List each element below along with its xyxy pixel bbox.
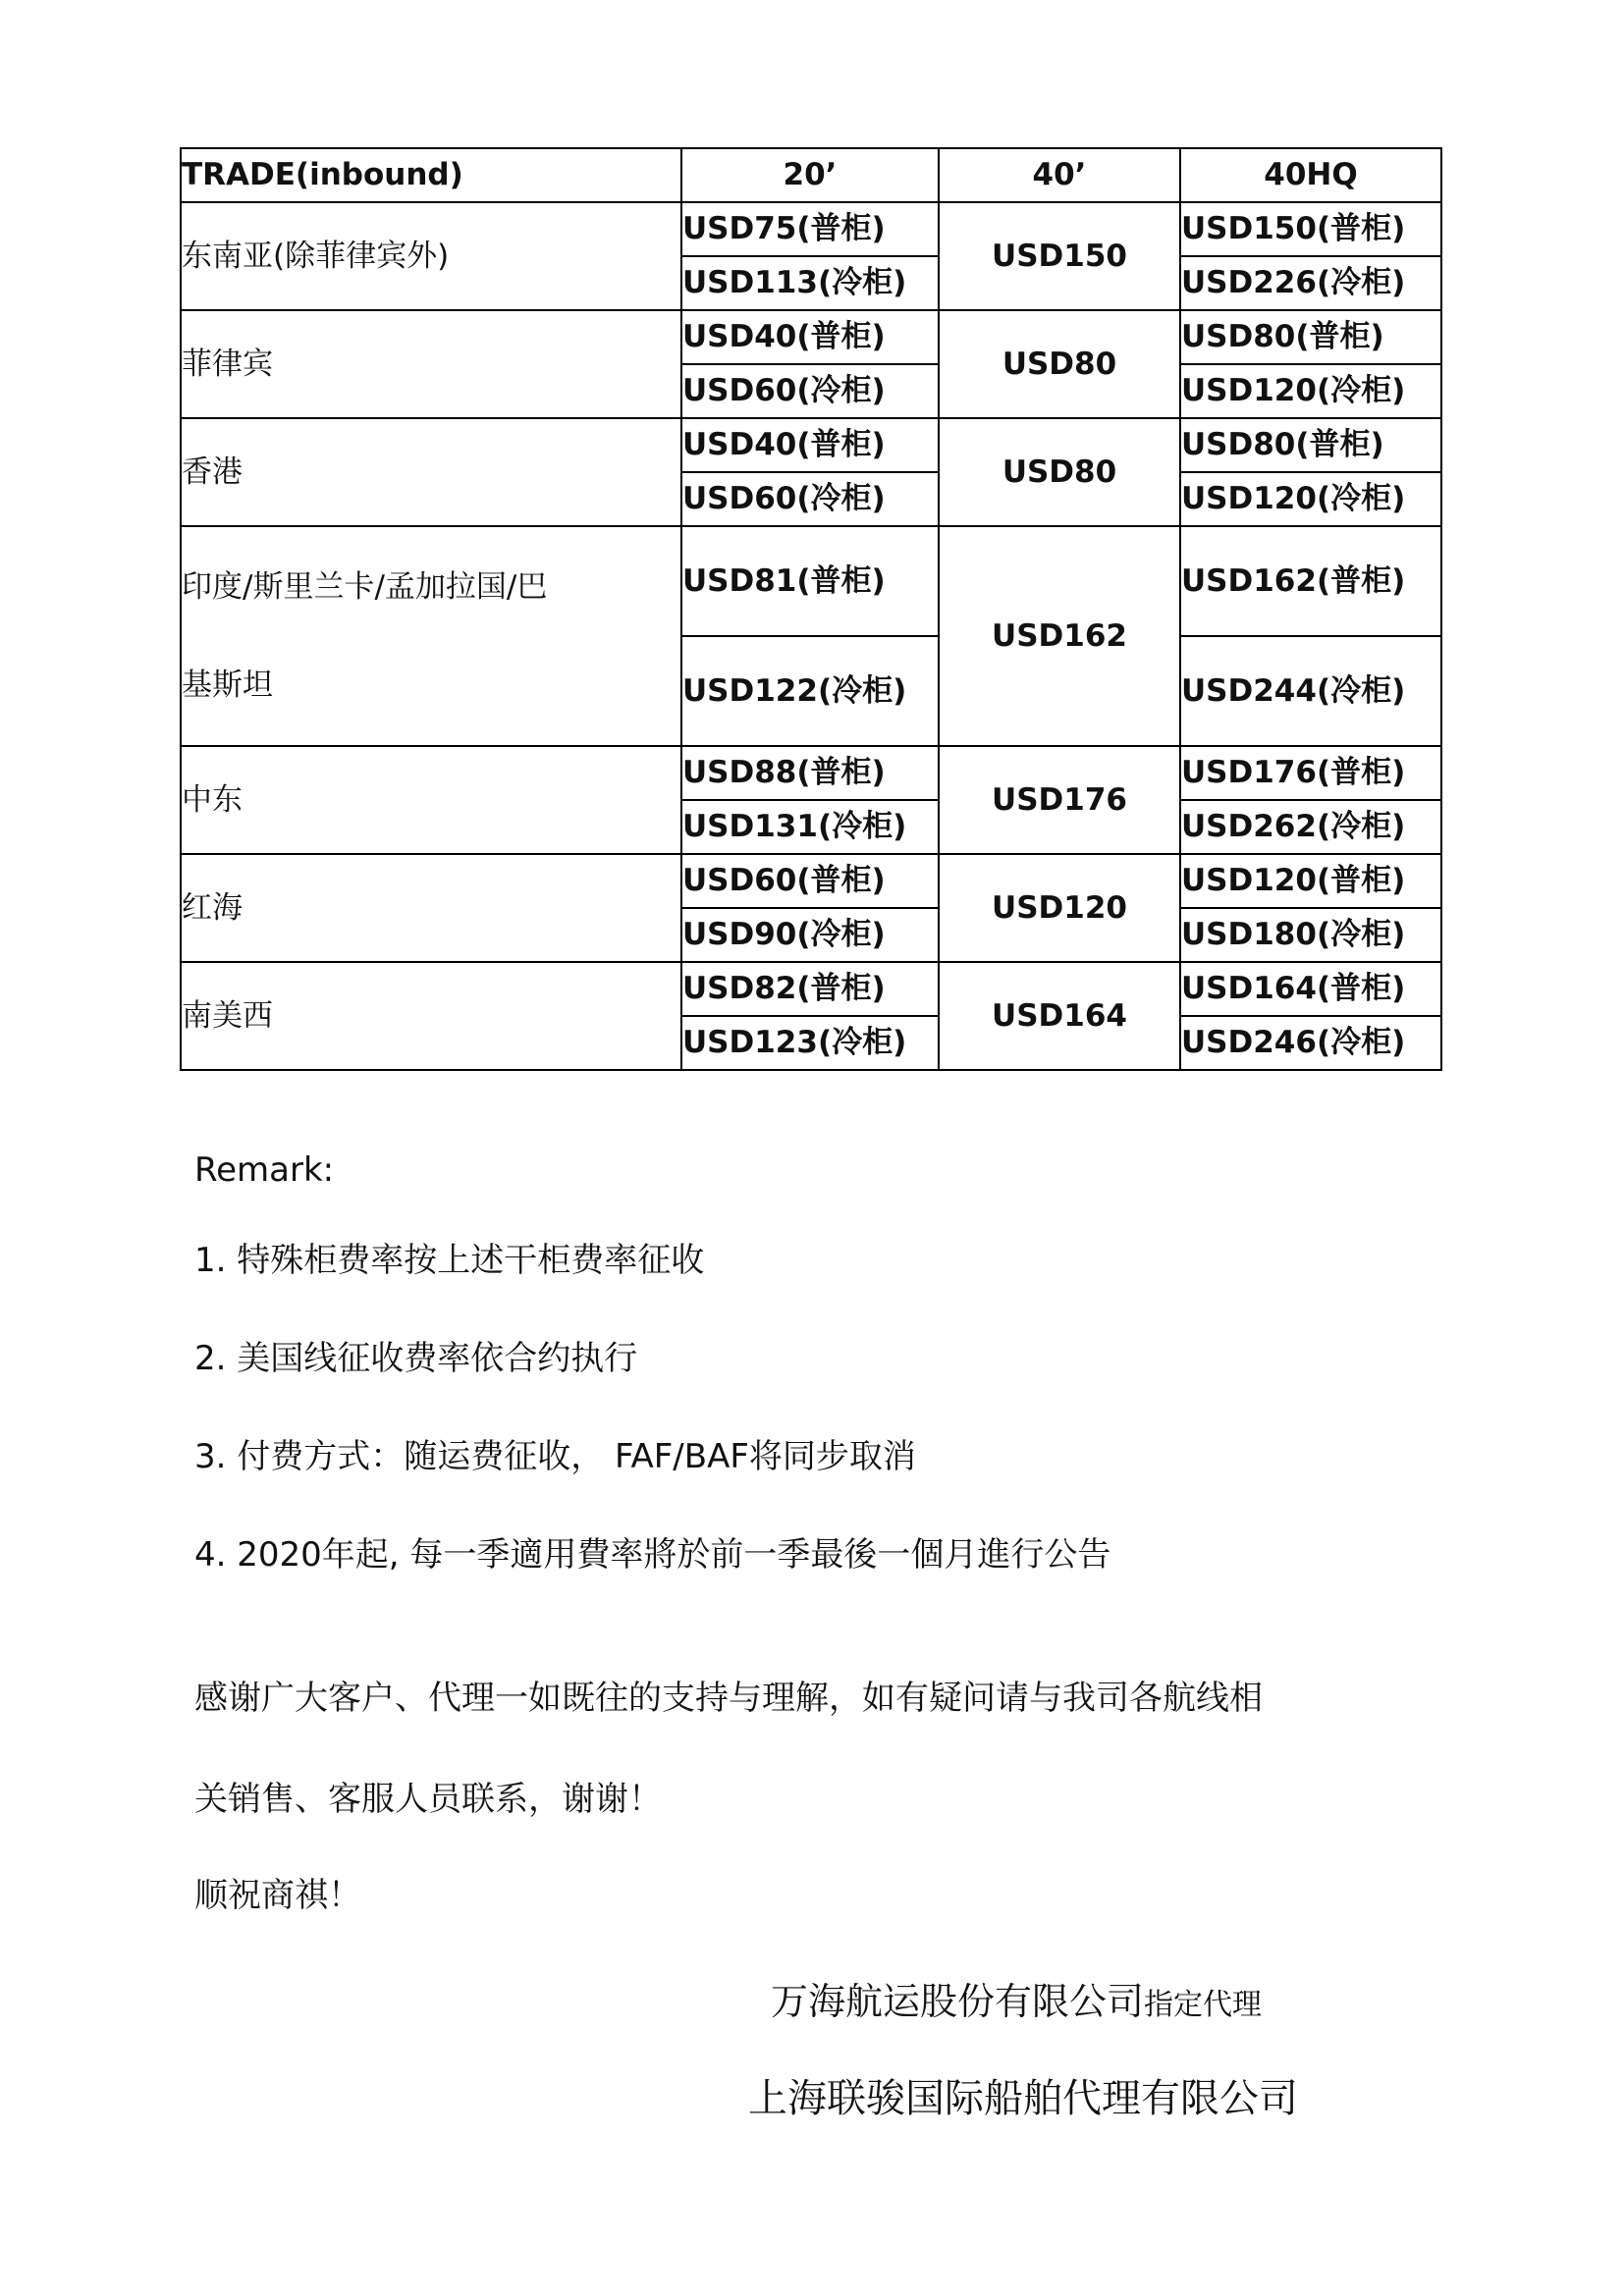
rate-20-normal: USD60(普柜) <box>681 854 939 908</box>
rate-40hq-reefer: USD120(冷柜) <box>1180 364 1441 418</box>
rate-40hq-reefer: USD180(冷柜) <box>1180 908 1441 962</box>
rate-40hq-normal: USD162(普柜) <box>1180 526 1441 636</box>
rate-20-reefer: USD131(冷柜) <box>681 800 939 854</box>
region-cell: 香港 <box>181 418 681 526</box>
rate-40: USD120 <box>939 854 1180 962</box>
closing-greeting: 顺祝商祺！ <box>194 1876 361 1915</box>
header-20ft: 20’ <box>681 148 939 202</box>
region-cell: 菲律宾 <box>181 310 681 418</box>
table-header-row <box>181 148 1441 202</box>
region-cell: 东南亚(除菲律宾外) <box>181 202 681 310</box>
company-name: 万海航运股份有限公司 <box>771 1980 1145 2023</box>
region-cell: 中东 <box>181 746 681 854</box>
rate-40hq-normal: USD80(普柜) <box>1180 310 1441 364</box>
rate-40hq-normal: USD150(普柜) <box>1180 202 1441 256</box>
region-cell: 南美西 <box>181 962 681 1070</box>
header-trade: TRADE(inbound) <box>181 148 681 202</box>
table-row <box>181 962 1441 1016</box>
header-40ft: 40’ <box>939 148 1180 202</box>
remarks-title: Remark: <box>194 1150 335 1190</box>
rate-40hq-reefer: USD262(冷柜) <box>1180 800 1441 854</box>
table-row <box>181 526 1441 636</box>
rate-table <box>180 147 1442 1071</box>
rate-20-normal: USD82(普柜) <box>681 962 939 1016</box>
rate-40hq-reefer: USD244(冷柜) <box>1180 636 1441 746</box>
rate-40: USD80 <box>939 310 1180 418</box>
table-row <box>181 202 1441 256</box>
rate-20-reefer: USD60(冷柜) <box>681 364 939 418</box>
closing-section <box>194 1671 1471 1915</box>
remarks-section <box>194 1150 1471 1626</box>
rate-40: USD80 <box>939 418 1180 526</box>
region-cell: 红海 <box>181 854 681 962</box>
table-row <box>181 310 1441 364</box>
rate-20-reefer: USD113(冷柜) <box>681 256 939 310</box>
rate-40: USD164 <box>939 962 1180 1070</box>
rate-20-reefer: USD90(冷柜) <box>681 908 939 962</box>
table-row <box>181 854 1441 908</box>
rate-20-normal: USD81(普柜) <box>681 526 939 636</box>
rate-20-normal: USD40(普柜) <box>681 418 939 472</box>
header-40hq: 40HQ <box>1180 148 1441 202</box>
company-suffix: 指定代理 <box>1144 1988 1263 2022</box>
rate-40hq-reefer: USD226(冷柜) <box>1180 256 1441 310</box>
region-line-1: 印度/斯里兰卡/孟加拉国/巴 <box>182 569 548 605</box>
table-row <box>181 418 1441 472</box>
rate-20-normal: USD88(普柜) <box>681 746 939 800</box>
rate-20-normal: USD40(普柜) <box>681 310 939 364</box>
remark-item: 2. 美国线征收费率依合约执行 <box>194 1339 638 1378</box>
signature-agent: 上海联骏国际船舶代理有限公司 <box>748 2076 1298 2121</box>
rate-40hq-reefer: USD246(冷柜) <box>1180 1016 1441 1070</box>
remark-item: 4. 2020年起, 每一季適用費率將於前一季最後一個月進行公告 <box>194 1535 1111 1575</box>
rate-20-normal: USD75(普柜) <box>681 202 939 256</box>
rate-20-reefer: USD60(冷柜) <box>681 472 939 526</box>
rate-40hq-normal: USD120(普柜) <box>1180 854 1441 908</box>
remark-item: 1. 特殊柜费率按上述干柜费率征收 <box>194 1241 705 1280</box>
rate-40: USD150 <box>939 202 1180 310</box>
rate-40: USD162 <box>939 526 1180 746</box>
rate-40: USD176 <box>939 746 1180 854</box>
rate-40hq-normal: USD176(普柜) <box>1180 746 1441 800</box>
region-cell <box>181 526 681 746</box>
rate-20-reefer: USD123(冷柜) <box>681 1016 939 1070</box>
region-line-2: 基斯坦 <box>182 667 273 703</box>
table-row <box>181 746 1441 800</box>
rate-40hq-normal: USD164(普柜) <box>1180 962 1441 1016</box>
rate-40hq-normal: USD80(普柜) <box>1180 418 1441 472</box>
closing-line-1: 感谢广大客户、代理一如既往的支持与理解，如有疑问请与我司各航线相 <box>194 1679 1263 1718</box>
rate-40hq-reefer: USD120(冷柜) <box>1180 472 1441 526</box>
signature-company <box>771 1971 1624 2025</box>
closing-line-2: 关销售、客服人员联系，谢谢！ <box>194 1780 662 1819</box>
rate-20-reefer: USD122(冷柜) <box>681 636 939 746</box>
remark-item: 3. 付费方式：随运费征收， FAF/BAF将同步取消 <box>194 1437 916 1476</box>
